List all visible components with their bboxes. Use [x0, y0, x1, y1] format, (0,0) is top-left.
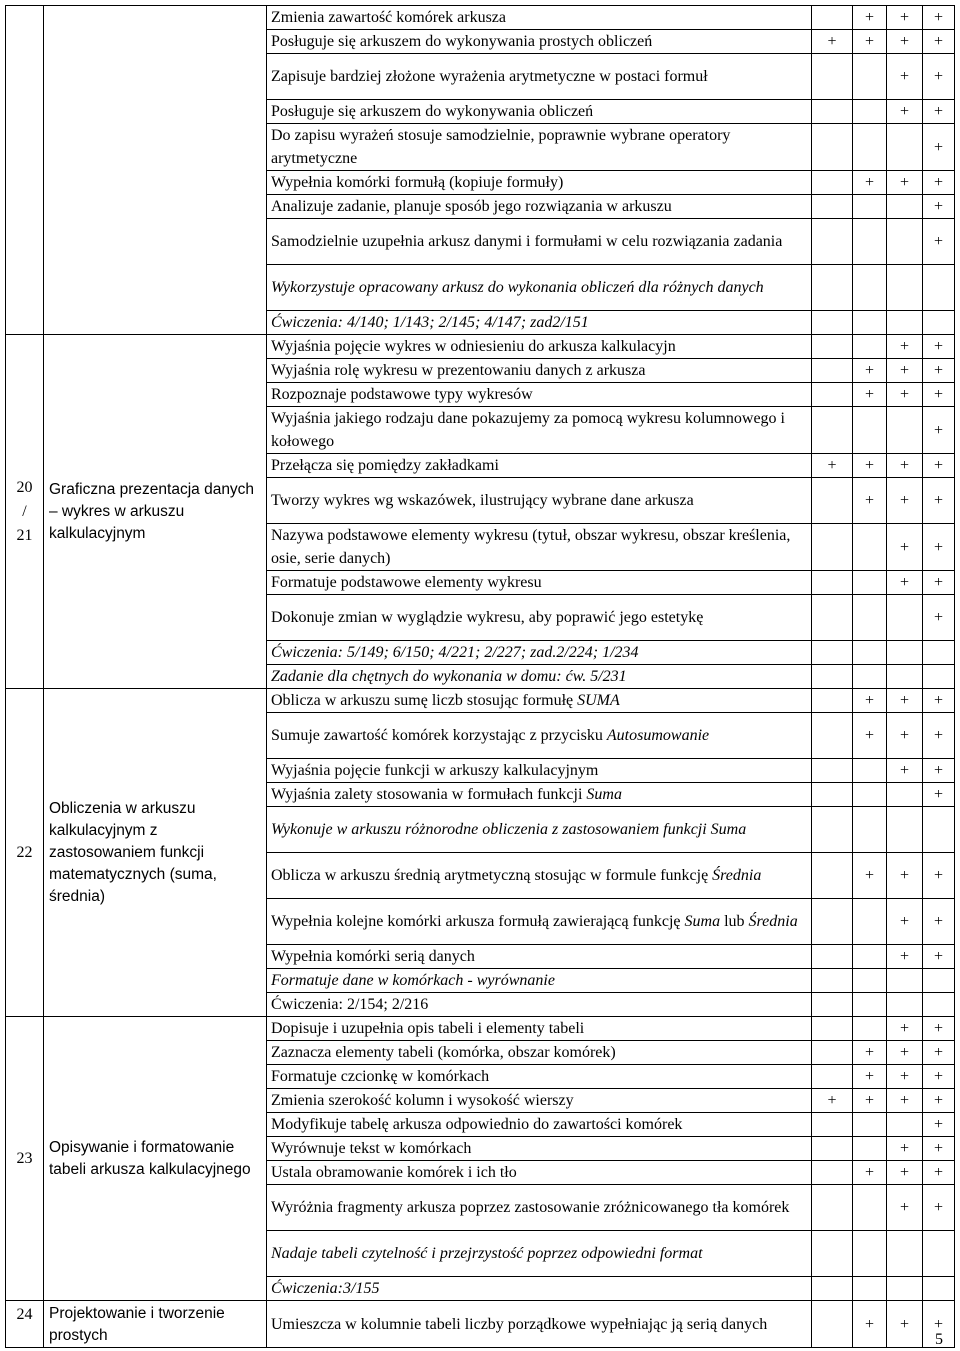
grade-mark-cell	[853, 993, 887, 1017]
grade-mark-cell	[923, 265, 955, 311]
grade-mark-cell: +	[853, 359, 887, 383]
grade-mark-cell	[812, 571, 853, 595]
grade-mark-cell: +	[923, 945, 955, 969]
requirement-text-part: Średnia	[748, 913, 798, 930]
grade-mark-cell	[812, 945, 853, 969]
grade-mark-cell	[853, 100, 887, 124]
grade-mark-cell: +	[887, 30, 923, 54]
grade-mark-cell: +	[887, 759, 923, 783]
grade-mark-cell	[812, 407, 853, 454]
grade-mark-cell	[853, 945, 887, 969]
grade-mark-cell	[853, 524, 887, 571]
grade-mark-cell: +	[923, 54, 955, 100]
requirement-text-part: Nazywa podstawowe elementy wykresu (tytuł, obszar wykresu, obszar kreślenia, osie, serie danych)	[271, 527, 791, 567]
grade-mark-cell	[853, 571, 887, 595]
grade-mark-cell: +	[853, 1065, 887, 1089]
requirement-text	[267, 454, 812, 478]
requirement-text	[267, 1231, 812, 1277]
grade-mark-cell	[853, 54, 887, 100]
grade-mark-cell	[887, 641, 923, 665]
grade-mark-cell: +	[923, 383, 955, 407]
grade-mark-cell	[812, 665, 853, 689]
grade-mark-cell	[887, 1277, 923, 1301]
grade-mark-cell: +	[853, 454, 887, 478]
lesson-number	[6, 6, 44, 335]
grade-mark-cell: +	[887, 1185, 923, 1231]
grade-mark-cell	[812, 1137, 853, 1161]
grade-mark-cell: +	[923, 899, 955, 945]
grade-mark-cell: +	[853, 171, 887, 195]
grade-mark-cell: +	[887, 524, 923, 571]
grade-mark-cell	[812, 899, 853, 945]
requirement-text-part: Zmienia zawartość komórek arkusza	[271, 9, 507, 26]
table-row	[6, 6, 955, 30]
grade-mark-cell	[887, 783, 923, 807]
grade-mark-cell	[812, 853, 853, 899]
grade-mark-cell	[812, 1017, 853, 1041]
requirement-text-part: Tworzy wykres wg wskazówek, ilustrujący wybrane dane arkusza	[271, 492, 694, 509]
grade-mark-cell	[812, 641, 853, 665]
grade-mark-cell	[923, 641, 955, 665]
grade-mark-cell	[853, 1277, 887, 1301]
grade-mark-cell	[923, 311, 955, 335]
grade-mark-cell: +	[923, 595, 955, 641]
grade-mark-cell: +	[923, 853, 955, 899]
requirement-text-part: Ćwiczenia: 4/140; 1/143; 2/145; 4/147; zad2/151	[271, 314, 589, 331]
requirement-text-part: Formatuje dane w komórkach - wyrównanie	[271, 972, 555, 989]
grade-mark-cell	[887, 969, 923, 993]
grade-mark-cell	[812, 783, 853, 807]
requirement-text-part: Posługuje się arkuszem do wykonywania obliczeń	[271, 103, 594, 120]
grade-mark-cell: +	[853, 1041, 887, 1065]
grade-mark-cell: +	[887, 6, 923, 30]
requirement-text-part: Rozpoznaje podstawowe typy wykresów	[271, 386, 533, 403]
grade-mark-cell: +	[887, 853, 923, 899]
grade-mark-cell	[812, 1041, 853, 1065]
grade-mark-cell: +	[853, 30, 887, 54]
requirement-text	[267, 783, 812, 807]
grade-mark-cell: +	[923, 335, 955, 359]
grade-mark-cell	[812, 524, 853, 571]
grade-mark-cell: +	[923, 759, 955, 783]
grade-mark-cell	[887, 219, 923, 265]
grade-mark-cell	[812, 54, 853, 100]
grade-mark-cell: +	[887, 454, 923, 478]
requirement-text-part: Dopisuje i uzupełnia opis tabeli i elementy tabeli	[271, 1020, 585, 1037]
grade-mark-cell	[887, 665, 923, 689]
grade-mark-cell: +	[812, 1089, 853, 1113]
requirement-text-part: Zadanie dla chętnych do wykonania w domu: ćw. 5/231	[271, 668, 627, 685]
grade-mark-cell	[853, 195, 887, 219]
requirement-text	[267, 853, 812, 899]
requirement-text	[267, 265, 812, 311]
requirement-text	[267, 407, 812, 454]
grade-mark-cell: +	[923, 571, 955, 595]
grade-mark-cell	[853, 1137, 887, 1161]
grade-mark-cell: +	[923, 713, 955, 759]
requirement-text	[267, 899, 812, 945]
grade-mark-cell	[887, 807, 923, 853]
grade-mark-cell	[923, 993, 955, 1017]
grade-mark-cell: +	[923, 689, 955, 713]
requirement-text-part: Oblicza w arkuszu średnią arytmetyczną stosując w formule funkcję	[271, 867, 713, 884]
requirement-text-part: Suma	[586, 786, 622, 803]
lesson-number: 20 / 21	[6, 335, 44, 689]
grade-mark-cell: +	[853, 689, 887, 713]
grade-mark-cell: +	[887, 54, 923, 100]
requirement-text	[267, 571, 812, 595]
requirement-text	[267, 1277, 812, 1301]
grade-mark-cell: +	[853, 1089, 887, 1113]
grade-mark-cell	[812, 759, 853, 783]
requirement-text	[267, 595, 812, 641]
grade-mark-cell	[812, 993, 853, 1017]
grade-mark-cell: +	[923, 171, 955, 195]
grade-mark-cell	[812, 807, 853, 853]
requirement-text-part: Wypełnia komórki formułą (kopiuje formuły)	[271, 174, 564, 191]
requirement-text-part: Przełącza się pomiędzy zakładkami	[271, 457, 499, 474]
requirement-text	[267, 945, 812, 969]
requirement-text	[267, 195, 812, 219]
grade-mark-cell	[812, 478, 853, 524]
grade-mark-cell	[853, 219, 887, 265]
grade-mark-cell	[812, 171, 853, 195]
grade-mark-cell: +	[887, 1017, 923, 1041]
grade-mark-cell	[887, 1113, 923, 1137]
grade-mark-cell	[812, 689, 853, 713]
requirement-text	[267, 641, 812, 665]
grade-mark-cell	[887, 595, 923, 641]
requirement-text-part: Zapisuje bardziej złożone wyrażenia arytmetyczne w postaci formuł	[271, 68, 708, 85]
grade-mark-cell	[853, 311, 887, 335]
page-number: 5	[935, 1331, 943, 1348]
grade-mark-cell	[887, 195, 923, 219]
table-body	[6, 6, 955, 1348]
grade-mark-cell	[812, 6, 853, 30]
grade-mark-cell: +	[923, 1017, 955, 1041]
grade-mark-cell	[812, 1231, 853, 1277]
grade-mark-cell	[853, 807, 887, 853]
requirement-text-part: Ćwiczenia: 5/149; 6/150; 4/221; 2/227; zad.2/224; 1/234	[271, 644, 639, 661]
grade-mark-cell: +	[853, 1301, 887, 1348]
grade-mark-cell	[853, 899, 887, 945]
requirement-text-part: Wykonuje w arkuszu różnorodne obliczenia z zastosowaniem funkcji Suma	[271, 821, 747, 838]
lesson-number: 23	[6, 1017, 44, 1301]
requirement-text	[267, 311, 812, 335]
requirement-text-part: lub	[720, 913, 749, 930]
grade-mark-cell: +	[923, 478, 955, 524]
grade-mark-cell	[812, 124, 853, 171]
grade-mark-cell: +	[923, 359, 955, 383]
requirement-text	[267, 524, 812, 571]
grade-mark-cell	[812, 595, 853, 641]
grade-mark-cell	[853, 1113, 887, 1137]
grade-mark-cell: +	[923, 100, 955, 124]
grade-mark-cell: +	[923, 1137, 955, 1161]
grade-mark-cell: +	[923, 1065, 955, 1089]
grade-mark-cell: +	[887, 1301, 923, 1348]
grade-mark-cell: +	[923, 454, 955, 478]
requirement-text	[267, 713, 812, 759]
requirement-text-part: Wykorzystuje opracowany arkusz do wykonania obliczeń dla różnych danych	[271, 279, 764, 296]
requirement-text-part: Ćwiczenia: 2/154; 2/216	[271, 996, 429, 1013]
requirement-text	[267, 383, 812, 407]
grade-mark-cell	[853, 124, 887, 171]
requirement-text	[267, 1065, 812, 1089]
requirement-text-part: Oblicza w arkuszu sumę liczb stosując formułę	[271, 692, 578, 709]
requirement-text-part: Wyjaśnia zalety stosowania w formułach funkcji	[271, 786, 587, 803]
grade-mark-cell	[853, 665, 887, 689]
requirement-text	[267, 335, 812, 359]
grade-mark-cell: +	[923, 195, 955, 219]
requirement-text	[267, 124, 812, 171]
grade-mark-cell	[853, 595, 887, 641]
requirement-text-part: Wyrównuje tekst w komórkach	[271, 1140, 472, 1157]
grade-mark-cell	[887, 407, 923, 454]
requirement-text-part: Ustala obramowanie komórek i ich tło	[271, 1164, 517, 1181]
grade-mark-cell: +	[923, 1301, 955, 1348]
requirement-text-part: Samodzielnie uzupełnia arkusz danymi i formułami w celu rozwiązania zadania	[271, 233, 783, 250]
grade-mark-cell	[812, 265, 853, 311]
grade-mark-cell: +	[887, 1161, 923, 1185]
grade-mark-cell: +	[887, 1041, 923, 1065]
grade-mark-cell: +	[887, 335, 923, 359]
table-row	[6, 689, 955, 713]
grade-mark-cell: +	[923, 1113, 955, 1137]
grade-mark-cell: +	[887, 713, 923, 759]
grade-mark-cell	[853, 335, 887, 359]
requirement-text	[267, 30, 812, 54]
grade-mark-cell: +	[887, 945, 923, 969]
grade-mark-cell	[812, 100, 853, 124]
grade-mark-cell	[812, 1113, 853, 1137]
requirement-text	[267, 1161, 812, 1185]
grade-mark-cell: +	[853, 383, 887, 407]
grade-mark-cell	[887, 124, 923, 171]
requirement-text-part: Do zapisu wyrażeń stosuje samodzielnie, poprawnie wybrane operatory arytmetyczne	[271, 127, 731, 167]
requirement-text-part: SUMA	[577, 692, 620, 709]
requirement-text-part: Dokonuje zmian w wyglądzie wykresu, aby poprawić jego estetykę	[271, 609, 704, 626]
requirement-text-part: Wyjaśnia pojęcie wykres w odniesieniu do arkusza kalkulacyjn	[271, 338, 676, 355]
grade-mark-cell: +	[853, 6, 887, 30]
requirement-text-part: Wyjaśnia jakiego rodzaju dane pokazujemy za pomocą wykresu kolumnowego i kołowego	[271, 410, 785, 450]
grade-mark-cell: +	[812, 454, 853, 478]
grade-mark-cell: +	[887, 1089, 923, 1113]
requirement-text-part: Wypełnia kolejne komórki arkusza formułą zawierającą funkcję	[271, 913, 685, 930]
grade-mark-cell	[887, 1231, 923, 1277]
requirement-text-part: Ćwiczenia:3/155	[271, 1280, 380, 1297]
requirement-text	[267, 100, 812, 124]
grade-mark-cell: +	[923, 1161, 955, 1185]
grade-mark-cell: +	[887, 1065, 923, 1089]
requirement-text	[267, 219, 812, 265]
grade-mark-cell: +	[923, 6, 955, 30]
grade-mark-cell: +	[887, 171, 923, 195]
grade-mark-cell	[853, 1231, 887, 1277]
lesson-topic: Opisywanie i formatowanie tabeli arkusza kalkulacyjnego	[44, 1017, 267, 1301]
requirement-text-part: Zmienia szerokość kolumn i wysokość wierszy	[271, 1092, 574, 1109]
requirement-text-part: Autosumowanie	[606, 727, 710, 744]
requirement-text	[267, 54, 812, 100]
curriculum-table	[5, 5, 955, 1348]
requirement-text	[267, 6, 812, 30]
requirement-text-part: Formatuje czcionkę w komórkach	[271, 1068, 490, 1085]
grade-mark-cell	[853, 969, 887, 993]
grade-mark-cell	[853, 641, 887, 665]
grade-mark-cell	[812, 219, 853, 265]
requirement-text-part: Umieszcza w kolumnie tabeli liczby porządkowe wypełniając ją serią danych	[271, 1315, 768, 1333]
lesson-topic: Graficzna prezentacja danych – wykres w arkuszu kalkulacyjnym	[44, 335, 267, 689]
grade-mark-cell	[812, 1065, 853, 1089]
requirement-text-part: Zaznacza elementy tabeli (komórka, obszar komórek)	[271, 1044, 616, 1061]
table-row	[6, 1301, 955, 1348]
grade-mark-cell	[887, 311, 923, 335]
requirement-text-part: Analizuje zadanie, planuje sposób jego rozwiązania w arkuszu	[271, 198, 672, 215]
requirement-text	[267, 969, 812, 993]
lesson-number: 24	[6, 1301, 44, 1348]
grade-mark-cell	[923, 1277, 955, 1301]
grade-mark-cell: +	[853, 713, 887, 759]
grade-mark-cell: +	[923, 124, 955, 171]
requirement-text-part: Wyjaśnia pojęcie funkcji w arkuszy kalkulacyjnym	[271, 762, 599, 779]
requirement-text	[267, 759, 812, 783]
grade-mark-cell: +	[853, 853, 887, 899]
grade-mark-cell	[853, 1185, 887, 1231]
requirement-text	[267, 1185, 812, 1231]
grade-mark-cell: +	[887, 689, 923, 713]
requirement-text	[267, 171, 812, 195]
lesson-topic: Obliczenia w arkuszu kalkulacyjnym z zastosowaniem funkcji matematycznych (suma, średnia)	[44, 689, 267, 1017]
requirement-text	[267, 1113, 812, 1137]
requirement-text	[267, 807, 812, 853]
requirement-text	[267, 359, 812, 383]
grade-mark-cell: +	[887, 383, 923, 407]
grade-mark-cell: +	[923, 1185, 955, 1231]
grade-mark-cell: +	[923, 783, 955, 807]
requirement-text-part: Średnia	[712, 867, 762, 884]
grade-mark-cell	[887, 265, 923, 311]
requirement-text-part: Modyfikuje tabelę arkusza odpowiednio do zawartości komórek	[271, 1116, 683, 1133]
requirement-text-part: Wypełnia komórki serią danych	[271, 948, 475, 965]
requirement-text	[267, 1301, 812, 1348]
grade-mark-cell	[853, 1017, 887, 1041]
grade-mark-cell: +	[923, 1089, 955, 1113]
requirement-text-part: Wyjaśnia rolę wykresu w prezentowaniu danych z arkusza	[271, 362, 646, 379]
requirement-text	[267, 1017, 812, 1041]
grade-mark-cell	[812, 1161, 853, 1185]
requirement-text	[267, 689, 812, 713]
requirement-text-part: Formatuje podstawowe elementy wykresu	[271, 574, 542, 591]
requirement-text-part: Sumuje zawartość komórek korzystając z przycisku	[271, 727, 607, 744]
grade-mark-cell	[812, 195, 853, 219]
grade-mark-cell: +	[923, 1041, 955, 1065]
requirement-text	[267, 1089, 812, 1113]
grade-mark-cell: +	[923, 219, 955, 265]
table-row	[6, 1017, 955, 1041]
lesson-number: 22	[6, 689, 44, 1017]
grade-mark-cell: +	[812, 30, 853, 54]
lesson-topic: Projektowanie i tworzenie prostych	[44, 1301, 267, 1348]
grade-mark-cell	[853, 783, 887, 807]
requirement-text-part: Nadaje tabeli czytelność i przejrzystość poprzez odpowiedni format	[271, 1245, 703, 1262]
grade-mark-cell: +	[853, 1161, 887, 1185]
grade-mark-cell: +	[887, 100, 923, 124]
lesson-topic	[44, 6, 267, 335]
grade-mark-cell: +	[923, 30, 955, 54]
grade-mark-cell	[812, 335, 853, 359]
requirement-text-part: Suma	[684, 913, 721, 930]
requirement-text	[267, 1137, 812, 1161]
grade-mark-cell	[923, 969, 955, 993]
requirement-text-part: Posługuje się arkuszem do wykonywania prostych obliczeń	[271, 33, 653, 50]
grade-mark-cell	[923, 665, 955, 689]
grade-mark-cell	[923, 1231, 955, 1277]
grade-mark-cell: +	[923, 524, 955, 571]
grade-mark-cell	[812, 713, 853, 759]
grade-mark-cell: +	[887, 899, 923, 945]
grade-mark-cell: +	[887, 478, 923, 524]
grade-mark-cell: +	[887, 571, 923, 595]
grade-mark-cell	[887, 993, 923, 1017]
grade-mark-cell: +	[887, 359, 923, 383]
grade-mark-cell: +	[887, 1137, 923, 1161]
grade-mark-cell: +	[923, 407, 955, 454]
grade-mark-cell	[812, 359, 853, 383]
requirement-text-part: Wyróżnia fragmenty arkusza poprzez zastosowanie zróżnicowanego tła komórek	[271, 1199, 790, 1216]
grade-mark-cell	[812, 1277, 853, 1301]
grade-mark-cell	[812, 1185, 853, 1231]
grade-mark-cell	[812, 1301, 853, 1348]
grade-mark-cell	[853, 759, 887, 783]
requirement-text	[267, 1041, 812, 1065]
grade-mark-cell	[812, 311, 853, 335]
requirement-text	[267, 665, 812, 689]
grade-mark-cell	[853, 407, 887, 454]
grade-mark-cell	[812, 383, 853, 407]
grade-mark-cell	[923, 807, 955, 853]
grade-mark-cell	[812, 969, 853, 993]
table-row	[6, 335, 955, 359]
requirement-text	[267, 993, 812, 1017]
requirement-text	[267, 478, 812, 524]
grade-mark-cell: +	[853, 478, 887, 524]
grade-mark-cell	[853, 265, 887, 311]
